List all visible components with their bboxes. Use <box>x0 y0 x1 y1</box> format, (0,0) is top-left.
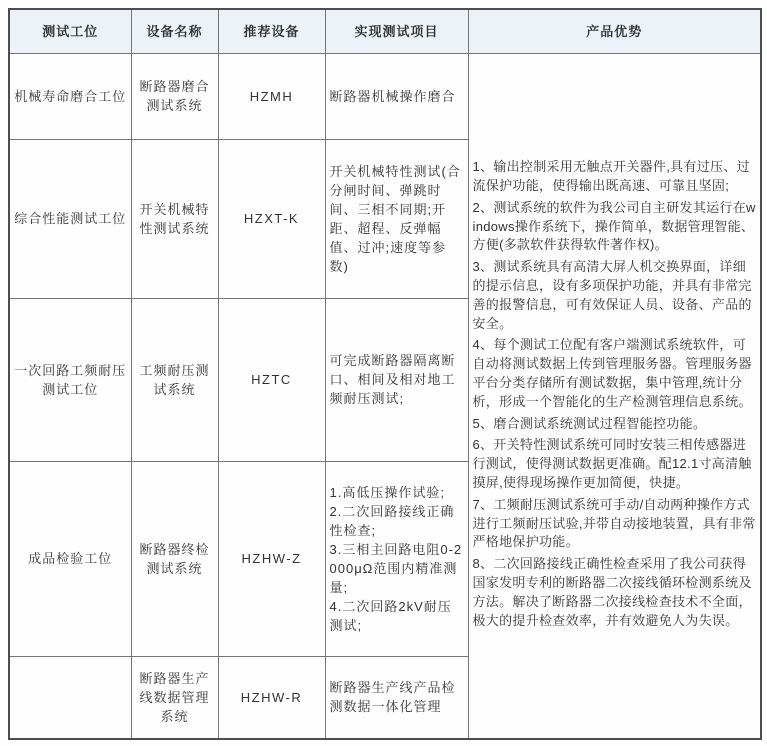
header-tests: 实现测试项目 <box>325 9 468 53</box>
cell-tests <box>325 656 468 739</box>
cell-device: 断路器终检测试系统 <box>131 461 218 656</box>
text-line: 8、二次回路接线正确性检查采用了我公司获得国家发明专利的断路器二次接线循环检测系统及方法。解决了断路器二次接线检查技术不全面，极大的提升检查效率，并有效避免人为失误。 <box>472 556 752 628</box>
text-line: 可完成断路器隔离断口、相间及相对地工频耐压测试; <box>329 353 456 406</box>
text-line: 1、输出控制采用无触点开关器件,具有过压、过流保护功能，使得输出既高速、可靠且坚固; <box>472 159 750 193</box>
cell-station: 一次回路工频耐压测试工位 <box>9 298 131 461</box>
text-line: 4、每个测试工位配有客户端测试系统软件，可自动将测试数据上传到管理服务器。管理服务器平台分类存储所有测试数据，集中管理,统计分析，形成一个智能化的生产检测管理信息系统。 <box>472 337 752 409</box>
header-device: 设备名称 <box>131 9 218 53</box>
text-line: 1.高低压操作试验; <box>329 484 445 500</box>
text-line: 4.二次回路2kV耐压测试; <box>329 598 452 633</box>
text-line: 断路器生产线产品检测数据一体化管理 <box>329 680 456 715</box>
cell-tests <box>325 139 468 298</box>
header-advantages: 产品优势 <box>468 9 761 53</box>
cell-station-empty <box>9 656 131 739</box>
cell-device: 断路器磨合测试系统 <box>131 53 218 139</box>
cell-tests <box>325 53 468 139</box>
cell-station: 成品检验工位 <box>9 461 131 656</box>
cell-station: 综合性能测试工位 <box>9 139 131 298</box>
text-line: 2、测试系统的软件为我公司自主研发其运行在windows操作系统下，操作简单，数据管理智能、方便(多款软件获得软件著作权)。 <box>472 199 756 253</box>
cell-model: HZHW-R <box>218 656 325 739</box>
text-line: 3、测试系统具有高清大屏人机交换界面，详细的提示信息，设有多项保护功能，并具有非常完善的报警信息，可有效保证人员、设备、产品的安全。 <box>472 259 752 331</box>
text-line: 3.三相主回路电阻0-2000μΩ范围内精准测量; <box>329 541 463 595</box>
cell-model: HZHW-Z <box>218 461 325 656</box>
header-station: 测试工位 <box>9 9 131 53</box>
cell-station: 机械寿命磨合工位 <box>9 53 131 139</box>
cell-device: 工频耐压测试系统 <box>131 298 218 461</box>
header-row <box>9 9 761 53</box>
cell-model: HZMH <box>218 53 325 139</box>
cell-device: 开关机械特性测试系统 <box>131 139 218 298</box>
text-line: 6、开关特性测试系统可同时安装三相传感器进行测试，使得测试数据更准确。配12.1寸高清触摸屏,使得现场操作更加简便，快捷。 <box>472 437 752 490</box>
text-line: 7、工频耐压测试系统可手动/自动两种操作方式进行工频耐压试验,并带自动接地装置，具有非常严格地保护功能。 <box>472 496 756 550</box>
cell-advantages <box>468 53 761 739</box>
text-line: 断路器机械操作磨合 <box>329 88 456 104</box>
text-line: 2.二次回路接线正确性检查; <box>329 503 455 538</box>
text-line: 5、磨合测试系统测试过程智能控功能。 <box>472 415 707 431</box>
cell-model: HZXT-K <box>218 139 325 298</box>
cell-device: 断路器生产线数据管理系统 <box>131 656 218 739</box>
cell-model: HZTC <box>218 298 325 461</box>
cell-tests <box>325 298 468 461</box>
text-line: 开关机械特性测试(合分闸时间、弹跳时间、三相不同期;开距、超程、反弹幅值、过冲;速度等参数) <box>329 163 461 274</box>
header-model: 推荐设备 <box>218 9 325 53</box>
equipment-spec-table <box>8 8 762 740</box>
table-row <box>9 53 761 139</box>
cell-tests <box>325 461 468 656</box>
